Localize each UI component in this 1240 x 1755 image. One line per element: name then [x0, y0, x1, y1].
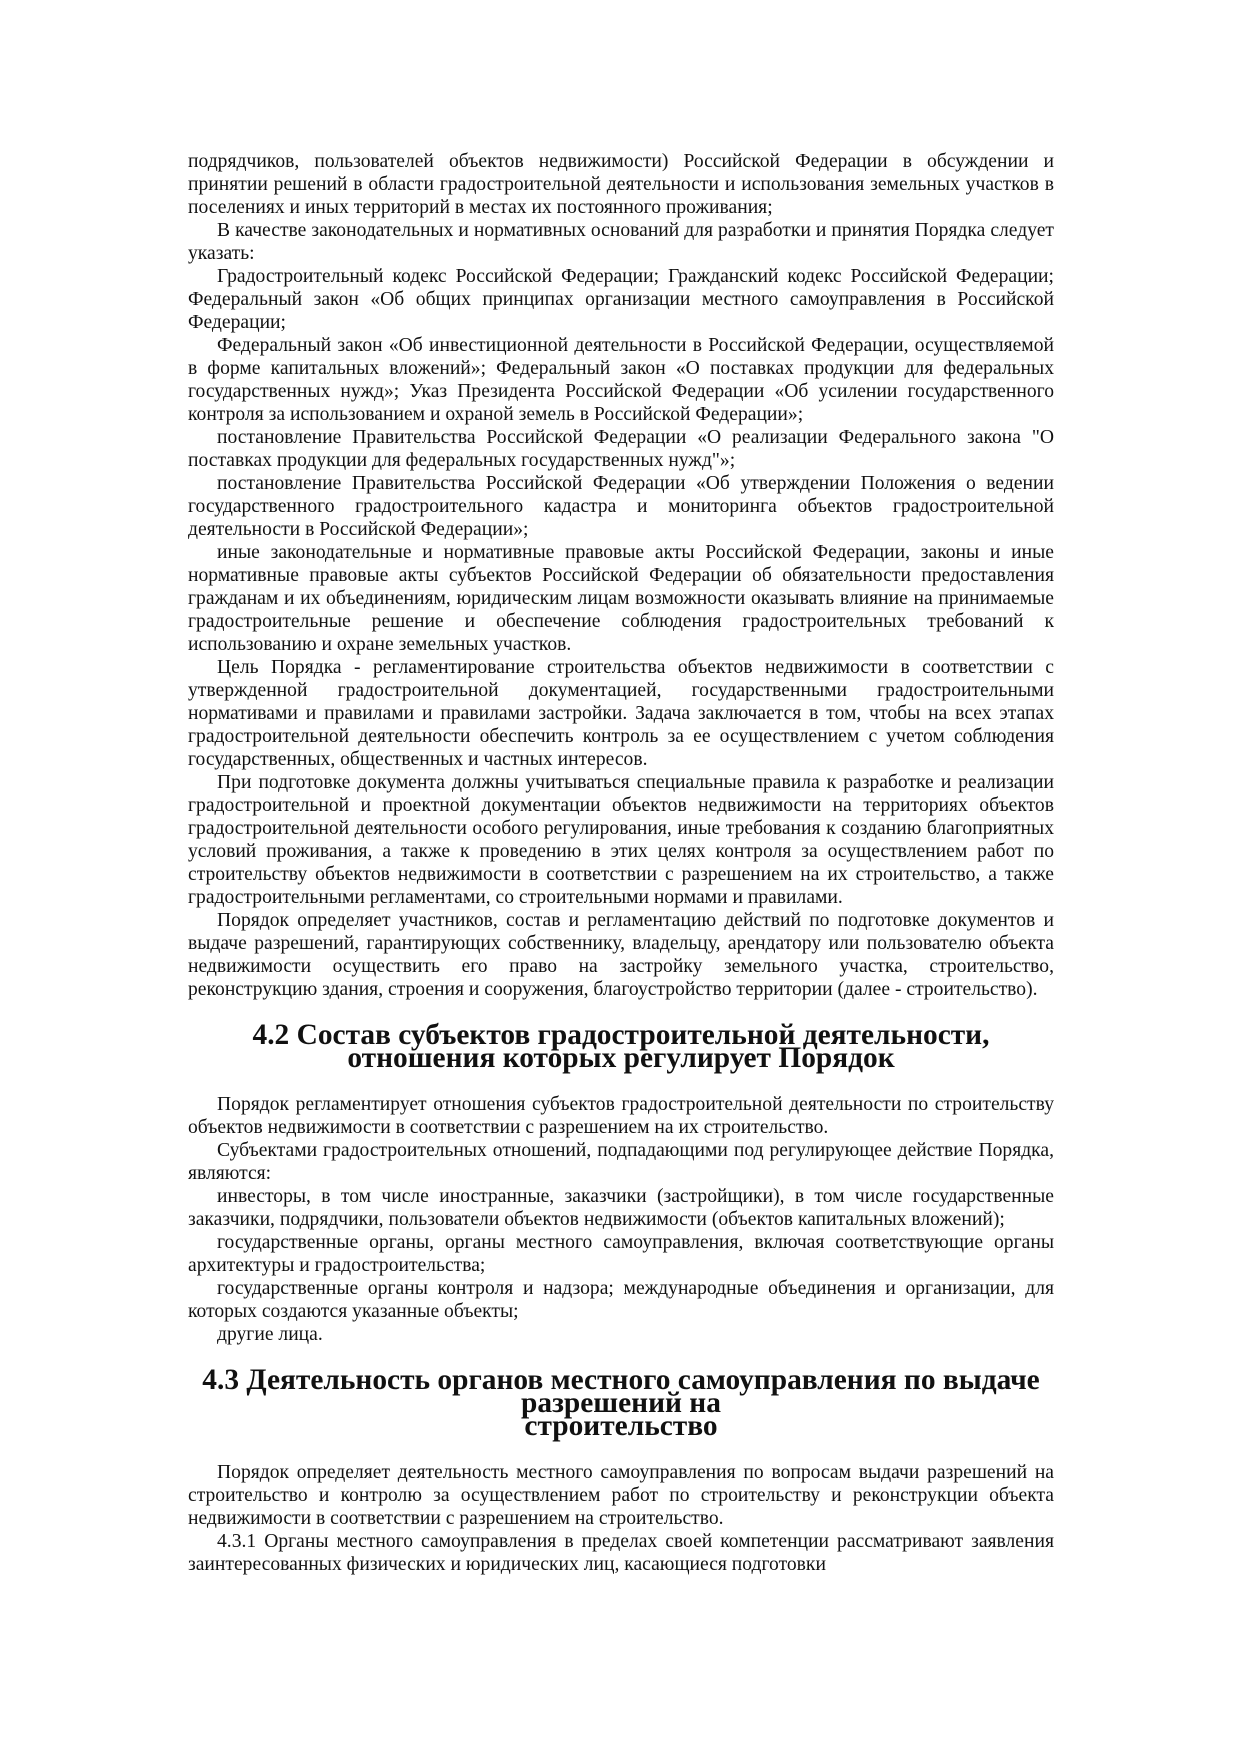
paragraph: Порядок регламентирует отношения субъектов градостроительной деятельности по строительству объектов недвижимости в соответствии с разрешением на их строительство. [188, 1094, 1054, 1138]
document-page [188, 150, 1054, 1576]
paragraph: иные законодательные и нормативные правовые акты Российской Федерации, законы и иные нормативные правовые акты субъектов Российской Федерации об обязательности предоставления гражданам и их объединениям, юридическим лицам возможности оказывать влияние на принимаемые градостроительные решение и обеспечение соблюдения градостроительных требований к использованию и охране земельных участков. [188, 542, 1054, 655]
section-heading-line: строительство [524, 1410, 718, 1442]
paragraph: В качестве законодательных и нормативных оснований для разработки и принятия Порядка следует указать: [188, 220, 1054, 264]
paragraph: Субъектами градостроительных отношений, подпадающими под регулирующее действие Порядка, являются: [188, 1140, 1054, 1184]
paragraph: постановление Правительства Российской Федерации «Об утверждении Положения о ведении государственного градостроительного кадастра и мониторинга объектов градостроительной деятельности в Российской Федерации»; [188, 473, 1054, 540]
paragraph: Цель Порядка - регламентирование строительства объектов недвижимости в соответствии с утвержденной градостроительной документацией, государственными градостроительными нормативами и правилами и правилами застройки. Задача заключается в том, чтобы на всех этапах градостроительной деятельности обеспечить контроль за ее осуществлением с учетом соблюдения государственных, общественных и частных интересов. [188, 657, 1054, 770]
paragraph: Порядок определяет участников, состав и регламентацию действий по подготовке документов и выдаче разрешений, гарантирующих собственнику, владельцу, арендатору или пользователю объекта недвижимости осуществить его право на застройку земельного участка, строительство, реконструкцию здания, строения и сооружения, благоустройство территории (далее - строительство). [188, 910, 1054, 1000]
paragraph: инвесторы, в том числе иностранные, заказчики (застройщики), в том числе государственные заказчики, подрядчики, пользователи объектов недвижимости (объектов капитальных вложений); [188, 1186, 1054, 1230]
paragraph: Порядок определяет деятельность местного самоуправления по вопросам выдачи разрешений на строительство и контролю за осуществлением работ по строительству и реконструкции объекта недвижимости в соответствии с разрешением на строительство. [188, 1462, 1054, 1529]
paragraph: другие лица. [217, 1324, 323, 1345]
paragraph: государственные органы, органы местного самоуправления, включая соответствующие органы архитектуры и градостроительства; [188, 1232, 1054, 1276]
section-heading-line: отношения которых регулирует Порядок [347, 1042, 895, 1074]
section-heading-line: 4.3 Деятельность органов местного самоуправления по выдаче разрешений на [202, 1364, 1040, 1419]
paragraph: 4.3.1 Органы местного самоуправления в пределах своей компетенции рассматривают заявления заинтересованных физических и юридических лиц, касающиеся подготовки [188, 1531, 1054, 1575]
section-heading-4-2 [188, 1019, 1054, 1074]
paragraph: Градостроительный кодекс Российской Федерации; Гражданский кодекс Российской Федерации; Федеральный закон «Об общих принципах организации местного самоуправления в Российской Федерации; [188, 266, 1054, 333]
paragraph: При подготовке документа должны учитываться специальные правила к разработке и реализации градостроительной и проектной документации объектов недвижимости на территориях объектов градостроительной деятельности особого регулирования, иные требования к созданию благоприятных условий проживания, а также к проведению в этих целях контроля за осуществлением работ по строительству объектов недвижимости в соответствии с разрешением на их строительство, а также градостроительными регламентами, со строительными нормами и правилами. [188, 772, 1054, 908]
paragraph: Федеральный закон «Об инвестиционной деятельности в Российской Федерации, осуществляемой в форме капитальных вложений»; Федеральный закон «О поставках продукции для федеральных государственных нужд»; Указ Президента Российской Федерации «Об усилении государственного контроля за использованием и охраной земель в Российской Федерации»; [188, 335, 1054, 425]
section-heading-4-3 [188, 1364, 1054, 1442]
paragraph: подрядчиков, пользователей объектов недвижимости) Российской Федерации в обсуждении и принятии решений в области градостроительной деятельности и использования земельных участков в поселениях и иных территорий в местах их постоянного проживания; [188, 151, 1054, 218]
paragraph: постановление Правительства Российской Федерации «О реализации Федерального закона "О поставках продукции для федеральных государственных нужд"»; [188, 427, 1054, 471]
section-heading-line: 4.2 Состав субъектов градостроительной деятельности, [252, 1019, 990, 1051]
paragraph: государственные органы контроля и надзора; международные объединения и организации, для которых создаются указанные объекты; [188, 1278, 1054, 1322]
